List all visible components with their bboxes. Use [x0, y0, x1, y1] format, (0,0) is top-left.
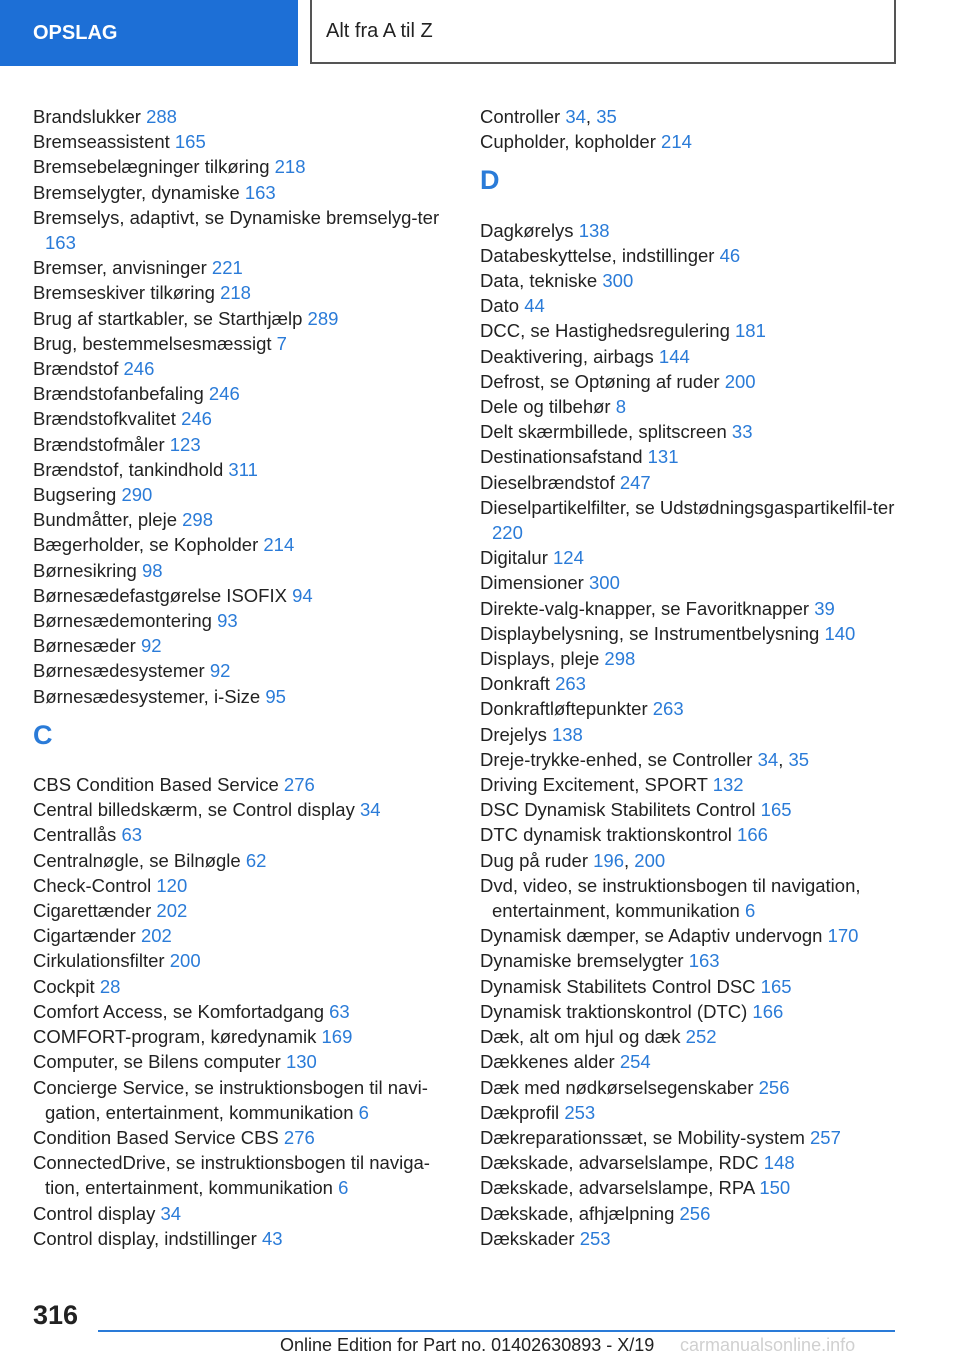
page-reference-link[interactable]: 170	[827, 925, 859, 947]
index-entry	[33, 873, 453, 898]
page-reference-link[interactable]: 132	[712, 774, 744, 796]
index-entry	[33, 558, 453, 583]
page-reference-link[interactable]: 181	[735, 320, 766, 342]
index-term: Brændstofkvalitet	[33, 408, 176, 430]
page-reference-link[interactable]: 148	[763, 1152, 795, 1174]
page-reference-link[interactable]: 150	[759, 1177, 791, 1199]
index-entry	[480, 873, 900, 923]
page-reference-link[interactable]: 253	[579, 1227, 611, 1249]
page-reference-link[interactable]: 254	[619, 1051, 651, 1073]
page-reference-link[interactable]: 140	[824, 622, 856, 644]
index-term: Dieselbrændstof	[480, 471, 615, 493]
index-entry	[33, 532, 453, 557]
index-entry	[33, 923, 453, 948]
page-reference-link[interactable]: 276	[283, 1126, 315, 1148]
page-reference-link[interactable]: 131	[647, 446, 679, 468]
index-entry: Dug på ruder 196, 200	[480, 849, 666, 871]
page-reference-link[interactable]: 138	[578, 219, 610, 241]
page-reference-link[interactable]: 214	[661, 131, 692, 153]
footer-divider	[98, 1330, 895, 1332]
index-entry	[33, 154, 453, 179]
index-term: Børnesædesystemer	[33, 660, 205, 682]
page-reference-link[interactable]: 263	[652, 698, 684, 720]
index-term: Computer, se Bilens computer	[33, 1051, 281, 1073]
page-reference-link[interactable]: 253	[564, 1101, 596, 1123]
page-reference-link[interactable]: 311	[228, 458, 258, 480]
index-entry	[480, 444, 900, 469]
page-reference-link[interactable]: 43	[261, 1227, 283, 1249]
page-reference-link[interactable]: 163	[45, 232, 76, 254]
page-reference-link[interactable]: 28	[99, 975, 121, 997]
index-term: Børnesikring	[33, 559, 137, 581]
page-reference-link[interactable]: 300	[602, 270, 634, 291]
index-term: Dækskader	[480, 1227, 575, 1249]
page-reference-link[interactable]: 257	[810, 1126, 841, 1148]
index-term: Defrost, se Optøning af ruder	[480, 370, 720, 392]
page-reference-link[interactable]: 246	[123, 358, 155, 380]
page-reference-link[interactable]: 6	[338, 1177, 349, 1199]
page-reference-link[interactable]: 276	[283, 774, 315, 796]
index-entry	[33, 507, 453, 532]
page-reference-link[interactable]: 46	[719, 244, 741, 266]
index-entry	[480, 129, 900, 154]
index-entry	[33, 1125, 453, 1150]
page-reference-link[interactable]: 202	[140, 925, 172, 947]
index-term: DTC dynamisk traktionskontrol	[480, 824, 732, 846]
page-reference-link[interactable]: 300	[589, 572, 620, 594]
index-entry	[480, 596, 900, 621]
page-reference-link[interactable]: 35	[596, 106, 617, 127]
index-term: Brændstof	[33, 358, 119, 380]
index-term: Dækreparationssæt, se Mobility-system	[480, 1126, 805, 1148]
index-entry	[33, 772, 453, 797]
page-reference-link[interactable]: 95	[265, 685, 286, 707]
page-reference-link[interactable]: 34	[757, 748, 779, 770]
index-entry	[33, 205, 453, 255]
page-reference-link[interactable]: 33	[731, 421, 753, 443]
index-entry	[33, 180, 453, 205]
index-entry	[33, 1150, 453, 1200]
index-term: DSC Dynamisk Stabilitets Control	[480, 799, 756, 821]
index-term: Dækskade, advarselslampe, RPA	[480, 1177, 755, 1199]
page-reference-link[interactable]: 34	[359, 799, 381, 821]
index-entry	[480, 344, 900, 369]
index-entry	[33, 104, 453, 129]
index-term: Dæk, alt om hjul og dæk	[480, 1026, 681, 1048]
index-entry	[33, 255, 453, 280]
index-entry	[33, 848, 453, 873]
index-entry	[480, 999, 900, 1024]
page-reference-link[interactable]: 263	[555, 673, 586, 695]
index-entry	[33, 797, 453, 822]
index-entry	[480, 293, 900, 318]
index-entry	[33, 1049, 453, 1074]
page-reference-link[interactable]: 298	[182, 509, 213, 531]
index-term: Bremseassistent	[33, 131, 170, 153]
index-entry	[33, 457, 453, 482]
page-reference-link[interactable]: 39	[814, 597, 835, 619]
index-entry	[33, 658, 453, 683]
index-term: Destinationsafstand	[480, 446, 643, 468]
section-letter-heading: C	[33, 719, 53, 750]
section-letter-heading: D	[480, 165, 500, 196]
page-reference-link[interactable]: 202	[156, 900, 188, 922]
index-term: Centrallås	[33, 824, 117, 846]
page-heading	[310, 0, 896, 64]
index-term: Dagkørelys	[480, 219, 574, 241]
page-reference-link[interactable]: 124	[553, 547, 584, 569]
index-entry	[33, 331, 453, 356]
page-reference-link[interactable]: 6	[358, 1101, 369, 1123]
index-term: Digitalur	[480, 547, 548, 569]
index-term: Dvd, video, se instruktionsbogen til navigation, entertainment, kommunikation	[480, 874, 861, 922]
index-entry	[33, 583, 453, 608]
index-entry	[480, 268, 900, 293]
index-term: Dieselpartikelfilter, se Udstødningsgaspartikelfil-ter	[480, 496, 895, 518]
index-entry	[33, 948, 453, 973]
index-entry	[33, 684, 453, 709]
index-entry	[33, 280, 453, 305]
page-reference-link[interactable]: 138	[551, 723, 583, 745]
page-reference-link[interactable]: 130	[285, 1051, 317, 1073]
page-reference-link[interactable]: 218	[274, 156, 306, 178]
index-term: Delt skærmbillede, splitscreen	[480, 421, 727, 443]
index-term: Bundmåtter, pleje	[33, 509, 177, 531]
index-term: Displays, pleje	[480, 648, 600, 670]
index-term: Bremsebelægninger tilkøring	[33, 156, 270, 178]
index-term: Databeskyttelse, indstillinger	[480, 244, 715, 266]
index-entry	[480, 1075, 900, 1100]
index-entry	[480, 218, 900, 243]
page-reference-link[interactable]: 34	[160, 1202, 182, 1224]
index-term: Cigarettænder	[33, 900, 152, 922]
index-entry	[480, 1150, 900, 1175]
page-reference-link[interactable]: 165	[760, 975, 792, 997]
index-term: Dreje-trykke-enhed, se Controller	[480, 748, 753, 770]
index-term: Direkte-valg-knapper, se Favoritknapper	[480, 597, 810, 619]
page-reference-link[interactable]: 93	[217, 610, 238, 632]
page-reference-link[interactable]: 200	[169, 950, 201, 972]
index-entry	[33, 356, 453, 381]
page-reference-link[interactable]: 6	[744, 900, 756, 922]
index-term: Bremser, anvisninger	[33, 257, 207, 279]
index-term: Control display	[33, 1202, 156, 1224]
index-entry	[33, 129, 453, 154]
page-reference-link[interactable]: 7	[276, 332, 287, 354]
page-reference-link[interactable]: 252	[685, 1026, 717, 1048]
page-reference-link[interactable]: 34	[565, 106, 586, 127]
index-term: Dug på ruder	[480, 849, 588, 871]
index-term: Dækprofil	[480, 1101, 560, 1123]
index-term: Børnesædefastgørelse ISOFIX	[33, 584, 287, 606]
page-reference-link[interactable]: 218	[220, 282, 251, 304]
index-term: Deaktivering, airbags	[480, 345, 654, 367]
index-term: Centralnøgle, se Bilnøgle	[33, 849, 241, 871]
index-term: Brug af startkabler, se Starthjælp	[33, 307, 303, 329]
index-term: CBS Condition Based Service	[33, 774, 279, 796]
index-term: Bremseskiver tilkøring	[33, 282, 215, 304]
index-term: Cirkulationsfilter	[33, 950, 165, 972]
index-entry	[33, 898, 453, 923]
index-entry	[33, 1201, 453, 1226]
index-entry	[480, 621, 900, 646]
section-tab	[0, 0, 298, 66]
index-term: Driving Excitement, SPORT	[480, 774, 708, 796]
index-entry	[33, 974, 453, 999]
footer-watermark: carmanualsonline.info	[680, 1335, 856, 1355]
index-term: Børnesædesystemer, i-Size	[33, 685, 261, 707]
page-reference-link[interactable]: 94	[292, 584, 313, 606]
page-reference-link[interactable]: 123	[169, 433, 201, 455]
page-reference-link[interactable]: 165	[760, 799, 792, 821]
page-reference-link[interactable]: 8	[615, 396, 627, 418]
index-entry	[480, 797, 900, 822]
page-reference-link[interactable]: 196	[593, 849, 624, 871]
index-entry	[480, 369, 900, 394]
index-entry	[480, 974, 900, 999]
page-reference-link[interactable]: 163	[688, 950, 720, 972]
page-number: 316	[33, 1300, 79, 1330]
page-reference-link[interactable]: 63	[329, 1000, 350, 1022]
index-term: Cigartænder	[33, 925, 136, 947]
index-entry	[33, 406, 453, 431]
page-reference-link[interactable]: 92	[209, 660, 231, 682]
index-column-left	[33, 104, 453, 1251]
index-term: Dimensioner	[480, 572, 584, 594]
index-term: Cupholder, kopholder	[480, 131, 656, 153]
index-term: Cockpit	[33, 975, 95, 997]
footer-edition: Online Edition for Part no. 01402630893 - X/19	[280, 1335, 655, 1355]
index-entry: Controller 34, 35	[480, 106, 617, 127]
page-reference-link[interactable]: 288	[146, 106, 177, 127]
index-term: Check-Control	[33, 874, 152, 896]
page-heading-text: Alt fra A til Z	[326, 19, 433, 42]
index-term: Displaybelysning, se Instrumentbelysning	[480, 622, 820, 644]
page-reference-link[interactable]: 214	[263, 534, 295, 556]
index-entry	[33, 822, 453, 847]
index-column-right	[480, 104, 900, 1251]
page-reference-link[interactable]: 163	[244, 181, 276, 203]
page-reference-link[interactable]: 92	[140, 635, 162, 657]
index-entry	[33, 432, 453, 457]
index-term: Bugsering	[33, 484, 117, 506]
index-entry	[33, 482, 453, 507]
page-reference-link[interactable]: 166	[737, 824, 768, 846]
index-entry	[480, 1100, 900, 1125]
index-entry	[33, 381, 453, 406]
index-term: Brændstofmåler	[33, 433, 165, 455]
index-entry	[33, 1075, 453, 1125]
page-reference-link[interactable]: 144	[658, 345, 690, 367]
index-entry	[480, 1175, 900, 1200]
index-entry	[480, 419, 900, 444]
index-term: Bremselygter, dynamiske	[33, 181, 240, 203]
index-term: COMFORT-program, køredynamik	[33, 1026, 317, 1048]
index-entry	[33, 999, 453, 1024]
index-term: Data, tekniske	[480, 270, 598, 291]
page-reference-link[interactable]: 200	[634, 849, 666, 871]
page-reference-link[interactable]: 200	[724, 370, 756, 392]
page-reference-link[interactable]: 256	[679, 1202, 711, 1224]
index-term: Dækskade, advarselslampe, RDC	[480, 1152, 759, 1174]
index-term: Bægerholder, se Kopholder	[33, 534, 259, 556]
page-reference-link[interactable]: 298	[604, 648, 636, 670]
index-term: Dynamisk traktionskontrol (DTC)	[480, 1000, 748, 1022]
page-reference-link[interactable]: 246	[181, 408, 212, 430]
index-entry	[480, 1049, 900, 1074]
index-entry	[480, 1201, 900, 1226]
index-entry	[480, 696, 900, 721]
page-reference-link[interactable]: 169	[321, 1026, 353, 1048]
index-entry	[33, 608, 453, 633]
index-entry	[480, 495, 900, 545]
index-entry: Dreje-trykke-enhed, se Controller 34, 35	[480, 748, 810, 770]
page-reference-link[interactable]: 220	[492, 522, 523, 544]
index-term: Drejelys	[480, 723, 547, 745]
page-reference-link[interactable]: 98	[141, 559, 163, 581]
index-entry	[480, 822, 900, 847]
page-reference-link[interactable]: 246	[208, 383, 240, 405]
index-entry	[480, 1226, 900, 1251]
index-term: Brændstof, tankindhold	[33, 458, 224, 480]
index-entry	[480, 318, 900, 343]
index-term: ConnectedDrive, se instruktionsbogen til naviga-tion, entertainment, kommunikation	[33, 1152, 430, 1199]
index-term: Børnesæder	[33, 635, 136, 657]
index-entry	[480, 570, 900, 595]
index-entry	[33, 1024, 453, 1049]
index-entry	[33, 633, 453, 658]
index-entry	[33, 1226, 453, 1251]
index-term: Dynamisk dæmper, se Adaptiv undervogn	[480, 925, 823, 947]
index-entry	[480, 948, 900, 973]
page-reference-link[interactable]: 63	[121, 824, 143, 846]
index-term: DCC, se Hastighedsregulering	[480, 320, 730, 342]
index-term: Dæk med nødkørselsegenskaber	[480, 1076, 754, 1098]
index-term: Donkraft	[480, 673, 550, 695]
page-reference-link[interactable]: 221	[211, 257, 243, 279]
index-entry	[480, 722, 900, 747]
index-entry	[480, 394, 900, 419]
page-reference-link[interactable]: 35	[788, 748, 810, 770]
page-reference-link[interactable]: 290	[121, 484, 153, 506]
index-entry	[480, 671, 900, 696]
page-reference-link[interactable]: 247	[619, 471, 651, 493]
index-term: Dynamiske bremselygter	[480, 950, 684, 972]
index-term: Dato	[480, 295, 520, 317]
page-reference-link[interactable]: 165	[174, 131, 206, 153]
index-term: Controller	[480, 106, 561, 127]
index-entry	[480, 923, 900, 948]
index-entry	[480, 545, 900, 570]
page-reference-link[interactable]: 44	[524, 295, 545, 317]
page-reference-link[interactable]: 289	[307, 307, 339, 329]
page-reference-link[interactable]: 62	[245, 849, 267, 871]
index-term: Brug, bestemmelsesmæssigt	[33, 332, 272, 354]
section-tab-label: OPSLAG	[33, 21, 118, 44]
page-reference-link[interactable]: 256	[758, 1076, 790, 1098]
index-term: Control display, indstillinger	[33, 1227, 257, 1249]
index-term: Comfort Access, se Komfortadgang	[33, 1000, 324, 1022]
index-entry	[480, 646, 900, 671]
index-entry	[33, 306, 453, 331]
index-term: Concierge Service, se instruktionsbogen til navi-gation, entertainment, kommunikation	[33, 1076, 428, 1123]
index-entry	[480, 470, 900, 495]
index-entry	[480, 1024, 900, 1049]
index-term: Donkraftløftepunkter	[480, 698, 648, 720]
index-term: Dynamisk Stabilitets Control DSC	[480, 975, 756, 997]
index-term: Dele og tilbehør	[480, 396, 611, 418]
page-reference-link[interactable]: 120	[156, 874, 188, 896]
index-term: Brandslukker	[33, 106, 141, 127]
index-term: Condition Based Service CBS	[33, 1126, 279, 1148]
index-entry	[480, 243, 900, 268]
index-term: Central billedskærm, se Control display	[33, 799, 355, 821]
index-term: Dækkenes alder	[480, 1051, 615, 1073]
index-entry	[480, 1125, 900, 1150]
index-term: Dækskade, afhjælpning	[480, 1202, 675, 1224]
index-term: Brændstofanbefaling	[33, 383, 204, 405]
index-term: Bremselys, adaptivt, se Dynamiske bremselyg-ter	[33, 206, 440, 228]
index-entry	[480, 772, 900, 797]
index-term: Børnesædemontering	[33, 610, 212, 632]
page-reference-link[interactable]: 166	[752, 1000, 784, 1022]
